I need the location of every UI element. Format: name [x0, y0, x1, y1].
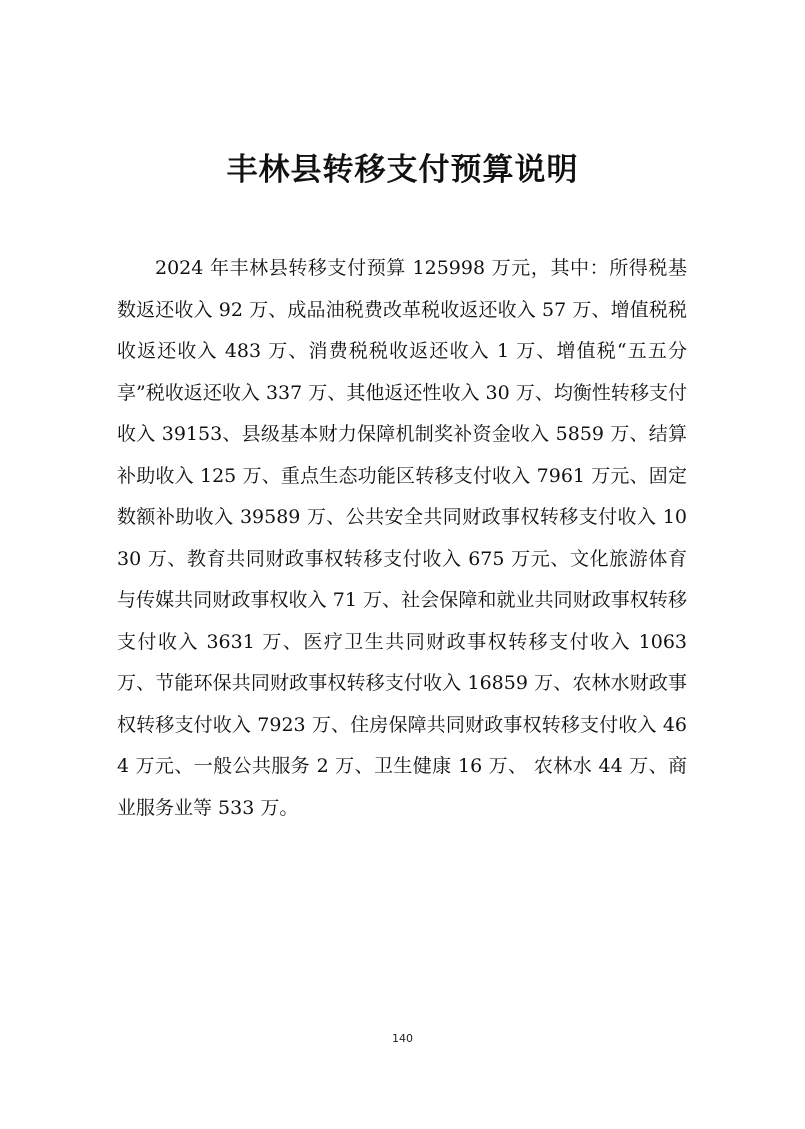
page-title: 丰林县转移支付预算说明: [226, 152, 579, 188]
page-number: 140: [392, 1032, 413, 1045]
body-paragraph: 2024 年丰林县转移支付预算 125998 万元，其中：所得税基数返还收入 92 万、成品油税费改革税收返还收入 57 万、增值税税收返还收入 483 万、消费税税收返还收入 1 万、增值税“五五分享”税收返还收入 337 万、其他返还性收入 30 万、均衡性转移支付收入 39153、县级基本财力保障机制奖补资金收入 5859 万、结算补助收入 125 万、重点生态功能区转移支付收入 7961 万元、固定数额补助收入 39589 万、公共安全共同财政事权转移支付收入 1030 万、教育共同财政事权转移支付收入 675 万元、文化旅游体育与传媒共同财政事权收入 71 万、社会保障和就业共同财政事权转移支付收入 3631 万、医疗卫生共同财政事权转移支付收入 1063 万、节能环保共同财政事权转移支付收入 16859 万、农林水财政事权转移支付收入 7923 万、住房保障共同财政事权转移支付收入 464 万元、一般公共服务 2 万、卫生健康 16 万、 农林水 44 万、商业服务业等 533 万。: [117, 257, 687, 819]
